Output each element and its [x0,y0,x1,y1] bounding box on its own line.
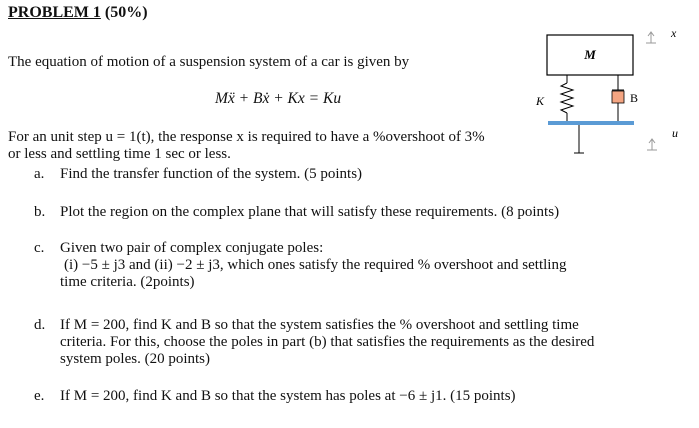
spring [561,75,573,122]
damper-label: B [630,91,639,105]
damper [612,75,624,122]
question-c-line-1: Given two pair of complex conjugate poles: [60,240,324,256]
question-a-label: a. [34,166,45,182]
question-b-text [60,204,660,221]
x-displacement-arrow [646,32,656,43]
question-e-label: e. [34,388,45,404]
requirement-line-1: For an unit step u = 1(t), the response x is required to have a %overshoot of 3% [8,129,485,145]
problem-weight: (50%) [100,4,148,21]
question-c-line-3: time criteria. (2points) [60,274,195,290]
question-d-text [60,317,660,368]
question-a-line: Find the transfer function of the system. (5 points) [60,166,363,182]
base-plate [548,121,634,125]
question-d-line-2: criteria. For this, choose the poles in part (b) that satisfies the requirements as the desired [60,334,595,350]
question-b-label: b. [34,204,46,220]
question-c-line-2: (i) −5 ± j3 and (ii) −2 ± j3, which ones satisfy the required % overshoot and settling [64,257,567,273]
problem-title [8,4,148,22]
suspension-diagram [520,20,699,170]
question-c-label: c. [34,240,45,256]
question-e-text [60,388,660,405]
question-e-line: If M = 200, find K and B so that the system has poles at −6 ± j1. (15 points) [60,388,516,404]
u-label: u [672,126,678,140]
question-d-label: d. [34,317,46,333]
question-d-line-1: If M = 200, find K and B so that the system satisfies the % overshoot and settling time [60,317,579,333]
intro-text: The equation of motion of a suspension system of a car is given by [8,54,410,70]
requirement-paragraph [8,129,548,163]
equation-of-motion: Mẍ + Bẋ + Kx = Ku [215,90,342,107]
u-input-arrow [647,139,657,150]
problem-title-label: PROBLEM 1 [8,4,101,21]
mass-label: M [584,47,596,62]
question-c-text [60,240,660,291]
spring-label: K [536,94,545,108]
requirement-line-2: or less and settling time 1 sec or less. [8,146,231,162]
question-d-line-3: system poles. (20 points) [60,351,210,367]
question-b-line: Plot the region on the complex plane that will satisfy these requirements. (8 points) [60,204,560,220]
x-label: x [671,26,677,40]
